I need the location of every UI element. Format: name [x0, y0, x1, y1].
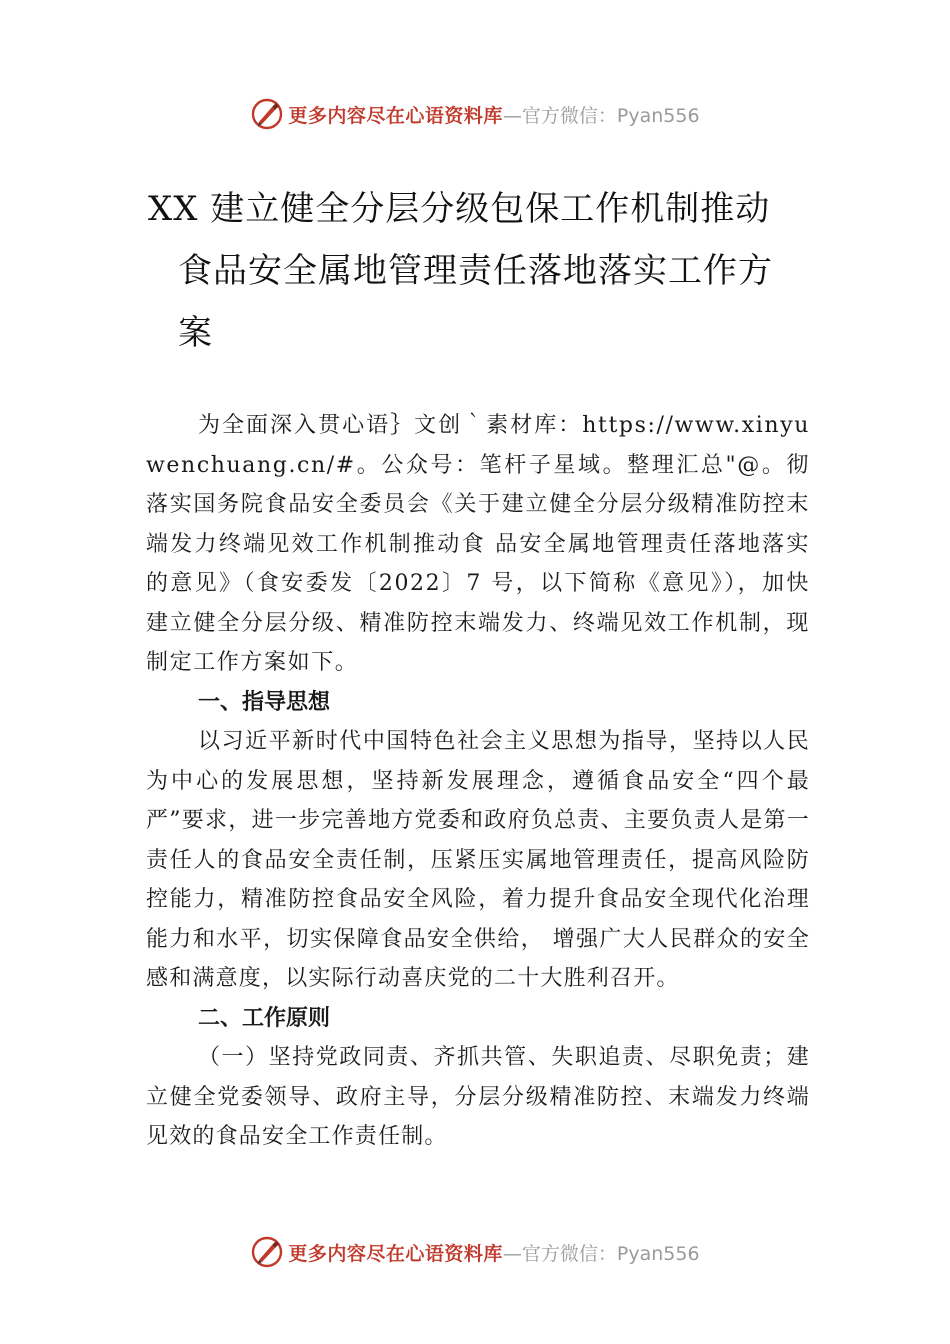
banner-main-text: 更多内容尽在心语资料库	[288, 1242, 503, 1265]
work-principle-item-1: （一）坚持党政同责、齐抓共管、失职追责、尽职免责；建立健全党委领导、政府主导，分层分级精准防控、末端发力终端见效的食品安全工作责任制。	[146, 1045, 810, 1149]
title-line-2: 食品安全属地管理责任落地落实工作方	[178, 251, 773, 291]
intro-paragraph: 为全面深入贯心语｝文创｀素材库：https://www.xinyuwenchuang.cn/#。公众号：笔杆子星域。整理汇总"@。彻落实国务院食品安全委员会《关于建立健全分层分级精准防控末端发力终端见效工作机制推动食 品安全属地管理责任落地落实的意见》（食安委发〔2022〕7 号，以下简称《意见》），加快建立健全分层分级、精准防控末端发力、终端见效工作机制，现制定工作方案如下。	[146, 413, 810, 675]
title-line-1: XX 建立健全分层分级包保工作机制推动	[148, 189, 771, 229]
pen-logo-icon	[250, 97, 284, 131]
banner-main-text: 更多内容尽在心语资料库	[288, 104, 503, 127]
banner-wechat-text: —官方微信：Pyan556	[502, 1242, 700, 1265]
pen-logo-icon	[250, 1235, 284, 1269]
document-body	[146, 406, 810, 1157]
section-heading-guiding-ideology: 一、指导思想	[198, 689, 331, 715]
banner-wechat-text: —官方微信：Pyan556	[502, 104, 700, 127]
header-banner	[0, 94, 950, 134]
guiding-ideology-paragraph: 以习近平新时代中国特色社会主义思想为指导，坚持以人民为中心的发展思想，坚持新发展理念，遵循食品安全“四个最严”要求，进一步完善地方党委和政府负总责、主要负责人是第一责任人的食品安全责任制，压紧压实属地管理责任，提高风险防控能力，精准防控食品安全风险，着力提升食品安全现代化治理能力和水平，切实保障食品安全供给， 增强广大人民群众的安全感和满意度，以实际行动喜庆党的二十大胜利召开。	[146, 729, 810, 991]
footer-banner	[0, 1232, 950, 1272]
document-title	[148, 178, 808, 364]
section-heading-work-principles: 二、工作原则	[198, 1005, 331, 1031]
title-line-3: 案	[178, 313, 213, 353]
